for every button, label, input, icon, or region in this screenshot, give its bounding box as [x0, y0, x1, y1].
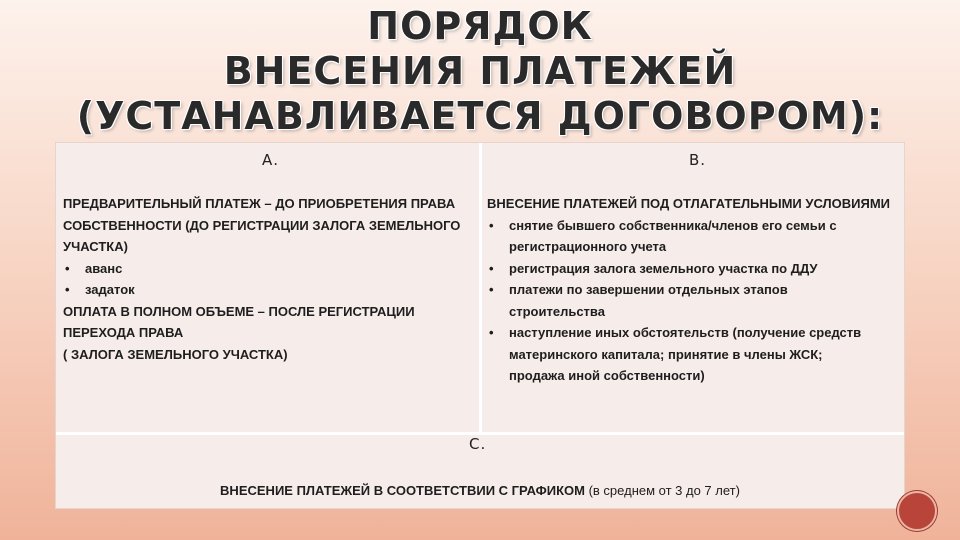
column-a-line: ( ЗАЛОГА ЗЕМЕЛЬНОГО УЧАСТКА): [63, 346, 288, 362]
column-a-bullet: • задаток: [63, 279, 460, 301]
column-b-heading: В.: [689, 151, 707, 169]
column-a-line: ПЕРЕХОДА ПРАВА: [63, 325, 184, 340]
payment-table: [55, 142, 905, 509]
title-line-2: ВНЕСЕНИЯ ПЛАТЕЖЕЙ: [223, 49, 737, 93]
column-divider: [479, 143, 482, 433]
row-c-heading: С.: [469, 435, 487, 453]
column-b-bullet-cont: строительства: [509, 303, 605, 319]
row-c-text-normal: (в среднем от 3 до 7 лет): [584, 483, 740, 498]
column-b-bullet-cont: продажа иной собственности): [509, 368, 705, 383]
column-a-heading: А.: [262, 151, 280, 169]
slide-title: [0, 4, 960, 139]
column-b-bullet-cont: материнского капитала; принятие в члены ЖСК;: [509, 346, 823, 362]
column-a-line: УЧАСТКА): [63, 239, 128, 254]
column-b-bullet: • наступление иных обстоятельств (получение средств: [487, 322, 890, 344]
title-line-3: (УСТАНАВЛИВАЕТСЯ ДОГОВОРОМ):: [76, 94, 884, 138]
column-b-intro: ВНЕСЕНИЕ ПЛАТЕЖЕЙ ПОД ОТЛАГАТЕЛЬНЫМИ УСЛОВИЯМИ: [487, 196, 891, 211]
row-c-text: [56, 483, 904, 498]
column-a-line: ПРЕДВАРИТЕЛЬНЫЙ ПЛАТЕЖ – ДО ПРИОБРЕТЕНИЯ ПРАВА: [63, 196, 456, 211]
column-b-content: [487, 193, 890, 387]
column-a-line: СОБСТВЕННОСТИ (ДО РЕГИСТРАЦИИ ЗАЛОГА ЗЕМЕЛЬНОГО: [63, 217, 461, 233]
column-a-line: ОПЛАТА В ПОЛНОМ ОБЪЕМЕ – ПОСЛЕ РЕГИСТРАЦИИ: [63, 303, 415, 319]
column-a-bullet: • аванс: [63, 258, 460, 280]
page-number-badge: [897, 491, 937, 531]
row-c-text-bold: ВНЕСЕНИЕ ПЛАТЕЖЕЙ В СООТВЕТСТВИИ С ГРАФИКОМ: [220, 483, 585, 498]
column-b-bullet: • снятие бывшего собственника/членов его семьи с: [487, 215, 890, 237]
column-a-content: [63, 193, 460, 365]
column-b-bullet: • платежи по завершении отдельных этапов: [487, 279, 890, 301]
title-line-1: ПОРЯДОК: [367, 4, 593, 48]
column-b-bullet-cont: регистрационного учета: [509, 239, 667, 254]
column-b-bullet: • регистрация залога земельного участка по ДДУ: [487, 258, 890, 280]
